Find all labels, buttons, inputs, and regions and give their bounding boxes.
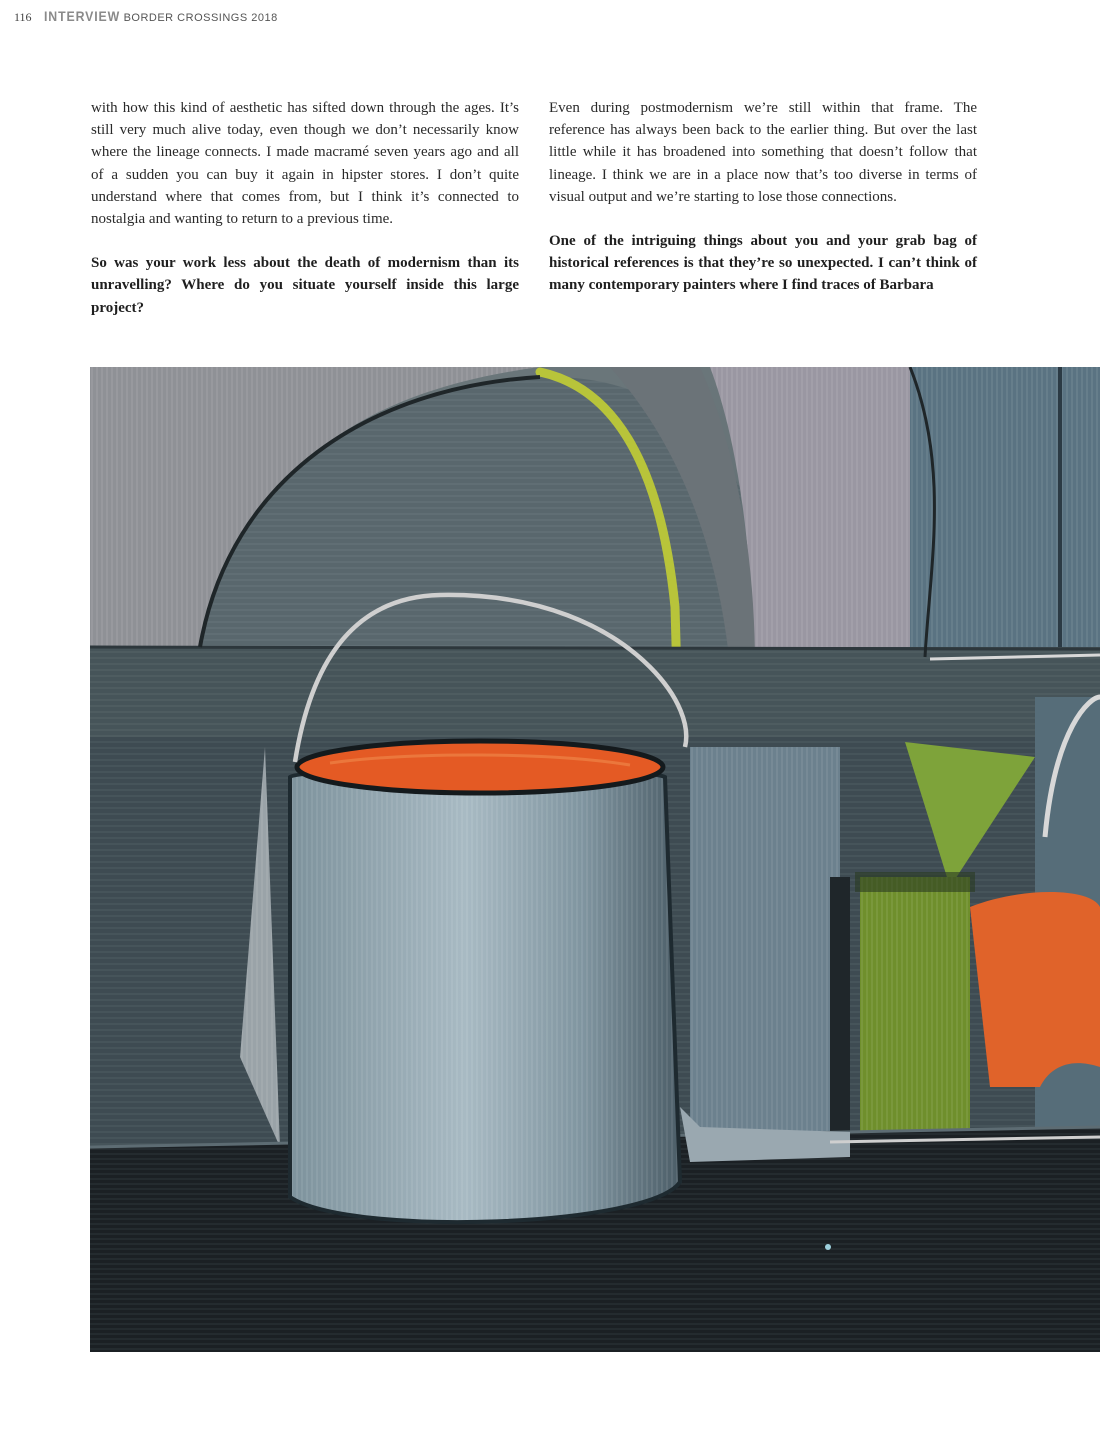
answer-paragraph: with how this kind of aesthetic has sifted down through the ages. It’s still very much alive today, even though we don’t necessarily know where the lineage connects. I made macramé seven years ago and all of a sudden you can buy it again in hipster stores. I don’t quite understand where that comes from, but I think it’s connected to nostalgia and wanting to return to a previous time. — [91, 100, 519, 228]
interview-question: One of the intriguing things about you and your grab bag of historical references is that they’re so unexpected. I can’t think of many contemporary painters where I find traces of Barbara — [549, 233, 977, 294]
painting-image — [90, 367, 1100, 1352]
orange-form — [970, 892, 1100, 1087]
answer-paragraph: Even during postmodernism we’re still within that frame. The reference has always been back to the earlier thing. But over the last little while it has broadened into something that doesn’t follow that lineage. I think we are in a place now that’s too diverse in terms of visual output and we’re starting to lose those connections. — [549, 100, 977, 205]
running-header — [14, 8, 278, 28]
interview-question: So was your work less about the death of modernism than its unravelling? Where do you situate yourself inside this large project? — [91, 255, 519, 316]
magazine-title: BORDER CROSSINGS 2018 — [123, 12, 278, 24]
text-column-right — [549, 97, 977, 297]
section-label: INTERVIEW — [43, 8, 120, 24]
text-column-left — [91, 97, 519, 319]
page-number: 116 — [14, 10, 32, 24]
